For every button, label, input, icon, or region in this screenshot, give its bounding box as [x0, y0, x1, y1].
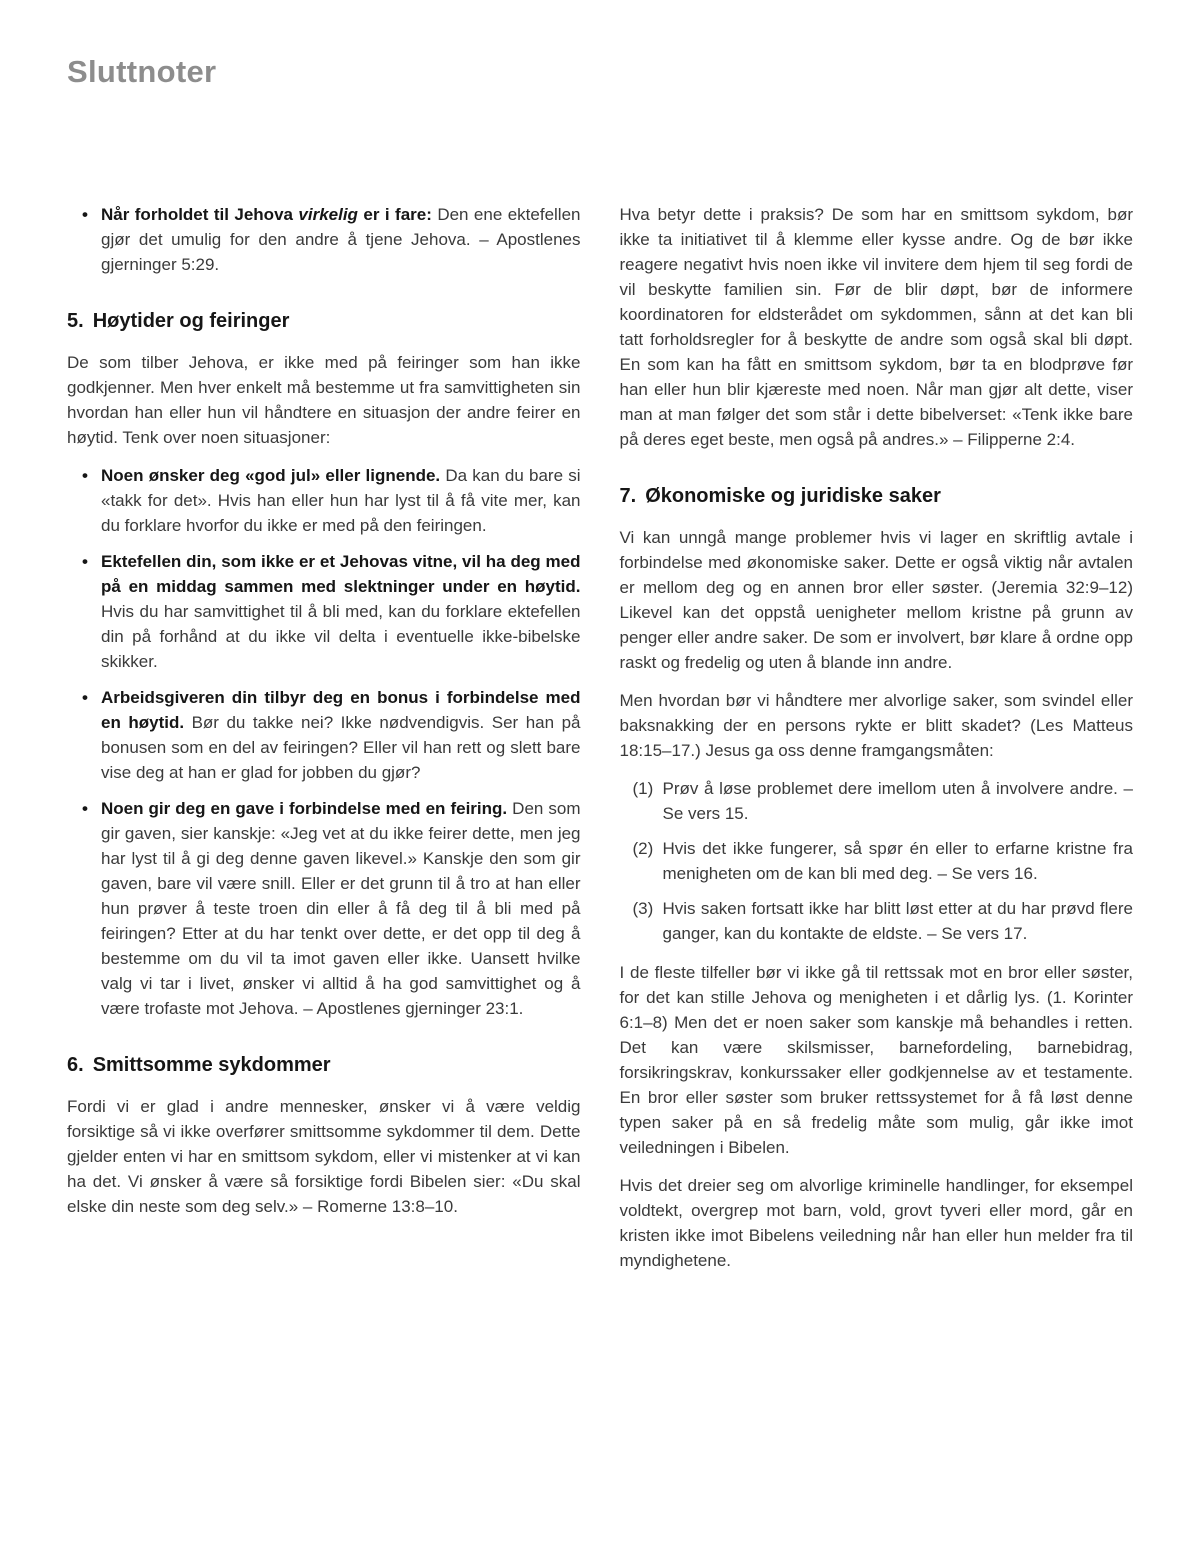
paragraph-section7-2: Men hvordan bør vi håndtere mer alvorlige saker, som svindel eller baksnakking der en persons rykte er blitt skadet? (Les Matteus 18:15–17.) Jesus ga oss denne framgangsmåten: — [619, 691, 1133, 760]
step-text: Prøv å løse problemet dere imellom uten å involvere andre. – Se vers 15. — [662, 779, 1133, 823]
bullet-lead-bold: Når forholdet til Jehova — [101, 205, 299, 224]
bullet-icon: • — [82, 466, 88, 485]
paragraph-section7-1: Vi kan unngå mange problemer hvis vi lager en skriftlig avtale i forbindelse med økonomiske saker. Dette er også viktig når avtalen er mellom deg og en annen bror eller søster. (Jeremia 32:9–12) Likevel kan det oppstå uenigheter mellom kristne på grunn av penger eller andre saker. De som er involvert, bør klare å ordne opp raskt og fredelig og uten å blande inn andre. — [619, 528, 1133, 672]
section-number: 5. — [67, 310, 84, 332]
list-item-gave — [67, 796, 581, 1021]
bullet-text — [101, 205, 581, 274]
paragraph-section6: Fordi vi er glad i andre mennesker, ønsker vi å være veldig forsiktige så vi ikke overfører smittsomme sykdommer til dem. Dette gjelder enten vi har en smittsom sykdom, eller vi mistenker at vi kan ha det. Vi ønsker å være så forsiktige fordi Bibelen sier: «Du skal elske din neste som deg selv.» – Romerne 13:8–10. — [67, 1097, 581, 1216]
step-3 — [620, 896, 1134, 946]
bullet-lead-bold-end: er i fare: — [357, 205, 432, 224]
section-heading-6 — [67, 1052, 581, 1078]
two-column-layout — [67, 202, 1133, 1286]
section-title: Økonomiske og juridiske saker — [645, 485, 941, 507]
section-title: Høytider og feiringer — [92, 310, 290, 332]
step-text: Hvis saken fortsatt ikke har blitt løst etter at du har prøvd flere ganger, kan du kontakte de eldste. – Se vers 17. — [662, 899, 1133, 943]
bullet-text — [101, 799, 581, 1018]
bullet-lead-bold: Ektefellen din, som ikke er et Jehovas vitne, vil ha deg med på en middag sammen med slektninger under en høytid. — [101, 552, 581, 596]
bullet-body-text: Den som gir gaven, sier kanskje: «Jeg vet at du ikke feirer dette, men jeg har lyst til å gi deg denne gaven likevel.» Kanskje den som gir gaven, bare vil være snill. Eller er det grunn til å tro at han eller hun prøver å teste troen din eller å få deg til å bli med på feiringen? Etter at du har tenkt over dette, er det opp til deg å bestemme om du vil ta imot gaven eller ikke. Uansett hvilke valg vi tar i livet, ønsker vi alltid å ha god samvittighet og å være trofaste mot Jehova. – Apostlenes gjerninger 23:1. — [101, 799, 581, 1018]
list-item-ektefellen — [67, 549, 581, 674]
section-heading-5 — [67, 308, 581, 334]
paragraph-section7-4: Hvis det dreier seg om alvorlige kriminelle handlinger, for eksempel voldtekt, overgrep mot barn, vold, grovt tyveri eller mord, går en kristen ikke imot Bibelens veiledning når han eller hun melder fra til myndighetene. — [619, 1176, 1133, 1270]
bullet-text — [101, 466, 581, 535]
bullet-body-text: Hvis du har samvittighet til å bli med, kan du forklare ektefellen din på forhånd at du ikke vil delta i eventuelle ikke-bibelske skikker. — [101, 602, 581, 671]
bullet-body-text: Bør du takke nei? Ikke nødvendigvis. Ser han på bonusen som en del av feiringen? Eller vil han rett og slett bare vise deg at han er glad for jobben du gjør? — [101, 713, 581, 782]
bullet-icon: • — [82, 688, 88, 707]
bullet-icon: • — [82, 205, 88, 224]
paragraph-section7-3: I de fleste tilfeller bør vi ikke gå til rettssak mot en bror eller søster, for det kan stille Jehova og menigheten i et dårlig lys. (1. Korinter 6:1–8) Men det er noen saker som kanskje må behandles i retten. Det kan være skilsmisser, barnefordeling, barnebidrag, forsikringskrav, konkurssaker eller godkjennelse av et testamente. En bror eller søster som bruker rettssystemet for å få løst denne typen saker på en så fredelig måte som mulig, går ikke imot veiledningen i Bibelen. — [619, 963, 1133, 1157]
list-item-arbeidsgiveren — [67, 685, 581, 785]
section-number: 7. — [619, 485, 637, 507]
list-item-god-jul — [67, 463, 581, 538]
bullet-lead-bold: Noen ønsker deg «god jul» eller lignende. — [101, 466, 441, 485]
step-number: (1) — [632, 779, 654, 798]
bullet-text — [101, 688, 581, 782]
bullet-icon: • — [82, 799, 88, 818]
bullet-lead-bold: Noen gir deg en gave i forbindelse med en feiring. — [101, 799, 508, 818]
bullet-icon: • — [82, 552, 88, 571]
paragraph-section6-continuation: Hva betyr dette i praksis? De som har en smittsom sykdom, bør ikke ta initiativet til å klemme eller kysse andre. Og de bør ikke reagere negativt hvis noen ikke vil invitere dem hjem til seg fordi de vil beskytte familien sin. Før de blir døpt, bør de informere koordinatoren for eldsterådet om sykdommen, sånn at det kan bli tatt forholdsregler for å beskytte de andre som også skal bli døpt. En som kan ha fått en smittsom sykdom, bør ta en blodprøve før han eller hun blir kjæreste med noen. Når man gjør alt dette, viser man at man følger det som står i dette bibelverset: «Tenk ikke bare på deres eget beste, men også på andres.» – Filipperne 2:4. — [619, 205, 1133, 449]
step-text: Hvis det ikke fungerer, så spør én eller to erfarne kristne fra menigheten om de kan bli med deg. – Se vers 16. — [662, 839, 1133, 883]
bullet-body-text: Den ene ektefellen gjør det umulig for den andre å tjene Jehova. – Apostlenes gjerninger 5:29. — [101, 205, 581, 274]
step-number: (3) — [632, 899, 654, 918]
section-number: 6. — [67, 1054, 84, 1076]
section-heading-7 — [620, 483, 1134, 509]
left-column — [67, 202, 581, 1286]
bullet-lead-bold: Arbeidsgiveren din tilbyr deg en bonus i forbindelse med en høytid. — [101, 688, 581, 732]
page-title: Sluttnoter — [67, 54, 217, 89]
bullet-text — [101, 552, 581, 671]
step-2 — [620, 836, 1134, 886]
paragraph-section5-intro: De som tilber Jehova, er ikke med på feiringer som han ikke godkjenner. Men hver enkelt må bestemme ut fra samvittigheten sin hvordan han eller hun vil håndtere en situasjon der andre feirer en høytid. Tenk over noen situasjoner: — [67, 353, 581, 447]
right-column — [620, 202, 1134, 1286]
bullet-body-text: Da kan du bare si «takk for det». Hvis han eller hun har lyst til å få vite mer, kan du forklare hvorfor du ikke er med på den feiringen. — [101, 466, 581, 535]
numbered-steps — [620, 776, 1134, 946]
section-title: Smittsomme sykdommer — [92, 1054, 331, 1076]
step-1 — [620, 776, 1134, 826]
step-number: (2) — [632, 839, 654, 858]
list-item-relationship-in-danger — [67, 202, 581, 277]
bullet-lead-italic: virkelig — [298, 205, 358, 224]
